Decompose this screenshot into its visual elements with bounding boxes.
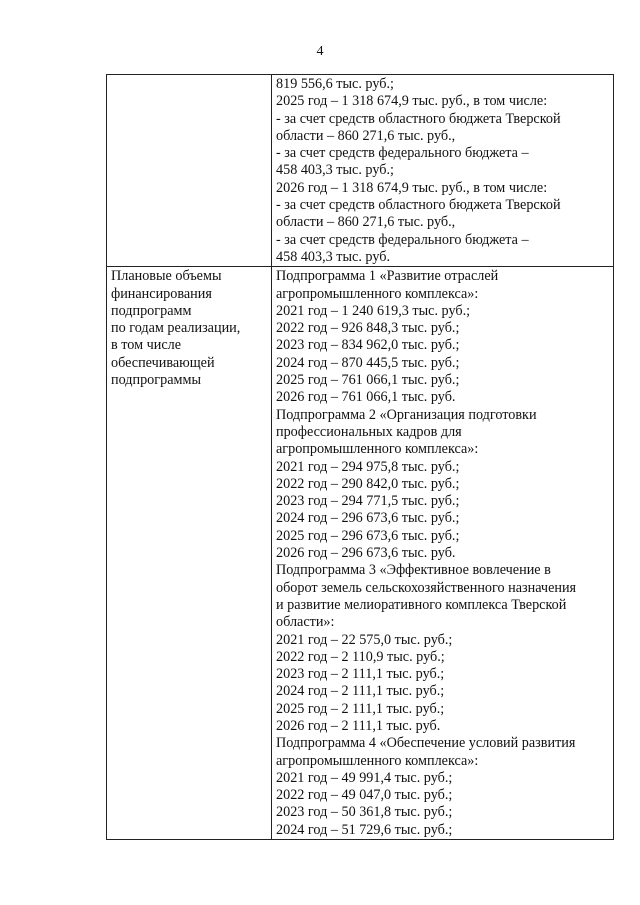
- text-line: обеспечивающей: [111, 354, 215, 371]
- table-row: [107, 75, 614, 267]
- text-line: - за счет средств федерального бюджета –: [276, 145, 529, 162]
- text-line: 2024 год – 2 111,1 тыс. руб.;: [276, 683, 445, 700]
- text-line: 2023 год – 2 111,1 тыс. руб.;: [276, 666, 445, 683]
- text-line: оборот земель сельскохозяйственного назначения: [276, 579, 577, 596]
- text-line: 2021 год – 1 240 619,3 тыс. руб.;: [276, 302, 471, 319]
- page-number: 4: [316, 44, 324, 59]
- text-line: агропромышленного комплекса»:: [276, 752, 479, 769]
- text-line: 2025 год – 2 111,1 тыс. руб.;: [276, 700, 445, 717]
- text-line: 2022 год – 926 848,3 тыс. руб.;: [276, 320, 460, 337]
- text-line: подпрограмм: [111, 302, 192, 319]
- text-line: области – 860 271,6 тыс. руб.,: [276, 127, 456, 144]
- text-line: - за счет средств федерального бюджета –: [276, 231, 529, 248]
- text-line: 2025 год – 1 318 674,9 тыс. руб., в том числе:: [276, 93, 548, 110]
- text-line: 2021 год – 49 991,4 тыс. руб.;: [276, 769, 453, 786]
- financing-table-body: [107, 75, 614, 840]
- text-line: 2022 год – 2 110,9 тыс. руб.;: [276, 648, 445, 665]
- text-line: Плановые объемы: [111, 268, 222, 285]
- row-label-cell: [107, 267, 272, 840]
- text-line: финансирования: [111, 285, 212, 302]
- text-line: области – 860 271,6 тыс. руб.,: [276, 214, 456, 231]
- text-line: - за счет средств областного бюджета Тверской: [276, 197, 561, 214]
- text-line: 2026 год – 2 111,1 тыс. руб.: [276, 717, 441, 734]
- text-line: агропромышленного комплекса»:: [276, 285, 479, 302]
- text-line: 2023 год – 834 962,0 тыс. руб.;: [276, 337, 460, 354]
- row-label-cell: [107, 75, 272, 267]
- text-line: 2026 год – 1 318 674,9 тыс. руб., в том числе:: [276, 179, 548, 196]
- text-line: Подпрограмма 4 «Обеспечение условий развития: [276, 735, 576, 752]
- row-value-cell: [272, 267, 614, 840]
- text-line: - за счет средств областного бюджета Тверской: [276, 110, 561, 127]
- text-line: 2023 год – 50 361,8 тыс. руб.;: [276, 804, 453, 821]
- text-line: 2026 год – 296 673,6 тыс. руб.: [276, 545, 456, 562]
- text-line: 2022 год – 290 842,0 тыс. руб.;: [276, 475, 460, 492]
- text-line: профессиональных кадров для: [276, 423, 462, 440]
- text-line: Подпрограмма 2 «Организация подготовки: [276, 406, 537, 423]
- text-line: 2023 год – 294 771,5 тыс. руб.;: [276, 493, 460, 510]
- text-line: 2025 год – 296 673,6 тыс. руб.;: [276, 527, 460, 544]
- text-line: области»:: [276, 614, 335, 631]
- text-line: 2024 год – 296 673,6 тыс. руб.;: [276, 510, 460, 527]
- text-line: 2024 год – 51 729,6 тыс. руб.;: [276, 821, 453, 838]
- text-line: 458 403,3 тыс. руб.: [276, 248, 390, 265]
- text-line: Подпрограмма 1 «Развитие отраслей: [276, 268, 499, 285]
- row-value-cell: [272, 75, 614, 267]
- text-line: 2024 год – 870 445,5 тыс. руб.;: [276, 354, 460, 371]
- text-line: 819 556,6 тыс. руб.;: [276, 76, 394, 92]
- text-line: 2021 год – 294 975,8 тыс. руб.;: [276, 458, 460, 475]
- table-row: [107, 267, 614, 840]
- text-line: в том числе: [111, 337, 182, 354]
- text-line: 2021 год – 22 575,0 тыс. руб.;: [276, 631, 453, 648]
- text-line: 2025 год – 761 066,1 тыс. руб.;: [276, 372, 460, 389]
- text-line: и развитие мелиоративного комплекса Тверской: [276, 596, 567, 613]
- text-line: подпрограммы: [111, 372, 201, 389]
- financing-table: [106, 74, 614, 840]
- text-line: Подпрограмма 3 «Эффективное вовлечение в: [276, 562, 551, 579]
- text-line: по годам реализации,: [111, 320, 241, 337]
- text-line: агропромышленного комплекса»:: [276, 441, 479, 458]
- text-line: 2022 год – 49 047,0 тыс. руб.;: [276, 787, 453, 804]
- text-line: 458 403,3 тыс. руб.;: [276, 162, 394, 179]
- text-line: 2026 год – 761 066,1 тыс. руб.: [276, 389, 456, 406]
